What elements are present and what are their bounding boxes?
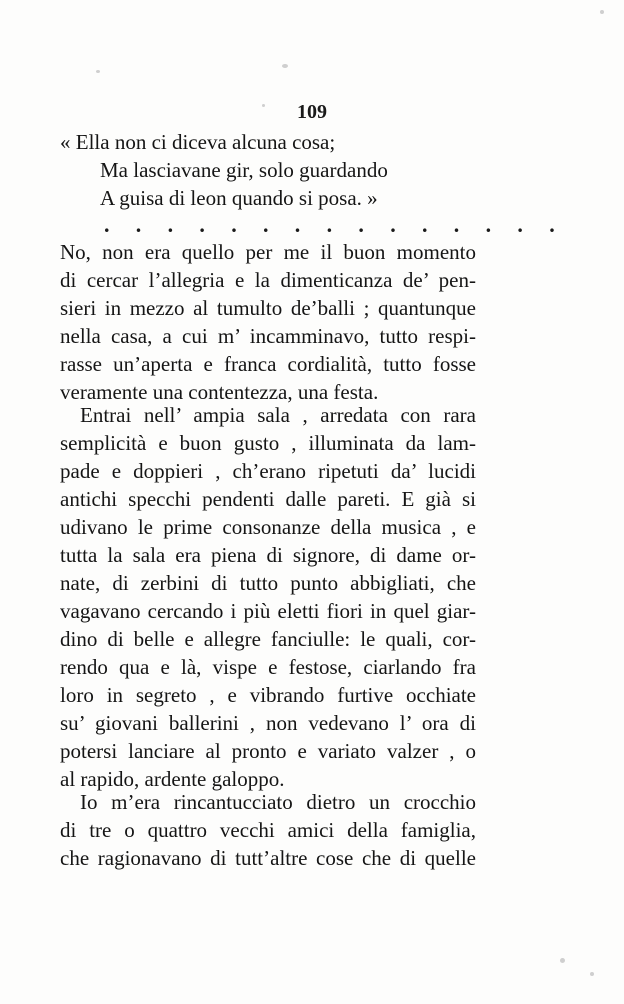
scan-speck <box>600 10 604 14</box>
text-line: veramente una contentezza, una festa. <box>60 380 379 404</box>
text-line: Io m’era rincantucciato dietro un crocchio <box>80 790 476 814</box>
text-line: rendo qua e là, vispe e festose, ciarlando fra <box>60 655 476 679</box>
text-line: rasse un’aperta e franca cordialità, tutto fosse <box>60 352 476 376</box>
text-line: vagavano cercando i più eletti fiori in quel giar- <box>60 599 476 623</box>
text-line: nella casa, a cui m’ incamminavo, tutto respi- <box>60 324 476 348</box>
text-line: antichi specchi pendenti dalle pareti. E già si <box>60 487 476 511</box>
text-line: di cercar l’allegria e la dimenticanza de’ pen- <box>60 268 476 292</box>
text-line: che ragionavano di tutt’altre cose che di quelle <box>60 846 476 870</box>
page-number: 109 <box>297 101 327 123</box>
verse-line: A guisa di leon quando si posa. » <box>100 186 378 210</box>
text-line: nate, di zerbini di tutto punto abbigliati, che <box>60 571 476 595</box>
text-line: dino di belle e allegre fanciulle: le quali, cor- <box>60 627 476 651</box>
text-line: tutta la sala era piena di signore, di dame or- <box>60 543 476 567</box>
text-line: udivano le prime consonanze della musica , e <box>60 515 476 539</box>
text-line: loro in segreto , e vibrando furtive occhiate <box>60 683 476 707</box>
text-line: pade e doppieri , ch’erano ripetuti da’ lucidi <box>60 459 476 483</box>
text-line: No, non era quello per me il buon momento <box>60 240 476 264</box>
ellipsis-row: . . . . . . . . . . . . . . . <box>104 212 566 237</box>
text-line: su’ giovani ballerini , non vedevano l’ ora di <box>60 711 476 735</box>
verse-line: « Ella non ci diceva alcuna cosa; <box>60 130 336 154</box>
scan-speck <box>590 972 594 976</box>
scan-speck <box>560 958 565 963</box>
verse-line: Ma lasciavane gir, solo guardando <box>100 158 388 182</box>
text-line: semplicità e buon gusto , illuminata da lam- <box>60 431 476 455</box>
scan-speck <box>96 70 100 73</box>
text-line: di tre o quattro vecchi amici della famiglia, <box>60 818 476 842</box>
text-line: potersi lanciare al pronto e variato valzer , o <box>60 739 476 763</box>
text-line: al rapido, ardente galoppo. <box>60 767 285 791</box>
text-line: Entrai nell’ ampia sala , arredata con rara <box>80 403 476 427</box>
scan-speck <box>282 64 288 68</box>
text-line: sieri in mezzo al tumulto de’balli ; quantunque <box>60 296 476 320</box>
